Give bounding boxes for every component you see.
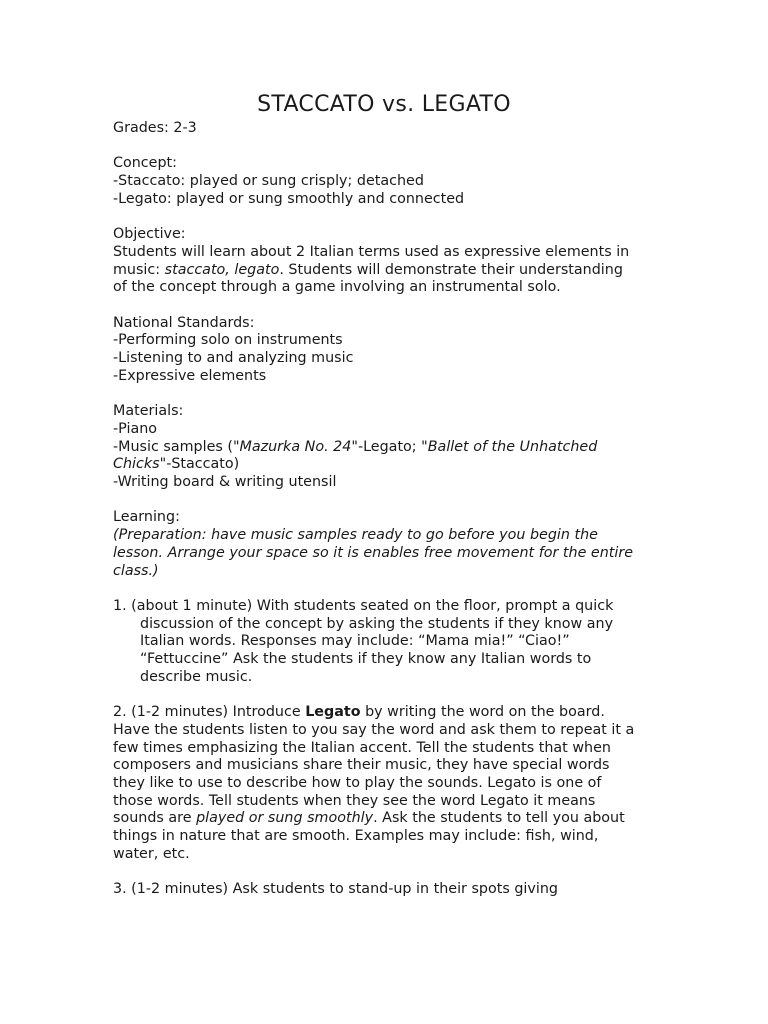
concept-section [113,155,658,208]
step-2-line: things in nature that are smooth. Examples may include: fish, wind, [113,828,599,845]
document-body [113,120,658,899]
step-2-line: few times emphasizing the Italian accent. Tell the students that when [113,739,611,756]
preparation-note: class.) [113,562,159,579]
materials-item: -Music samples ("Mazurka No. 24"-Legato; "Ballet of the Unhatched [113,438,598,455]
step-2-line: composers and musicians share their music, they have special words [113,757,610,774]
standards-item: -Expressive elements [113,367,267,384]
grades-line: Grades: 2-3 [113,120,197,136]
document-title: STACCATO vs. LEGATO [257,92,511,117]
learning-heading: Learning: [113,509,180,526]
objective-line: of the concept through a game involving an instrumental solo. [113,279,561,296]
preparation-note: (Preparation: have music samples ready to go before you begin the [113,527,598,544]
step-2-line: 2. (1-2 minutes) Introduce Legato by writing the word on the board. [113,704,605,721]
materials-item: -Piano [113,420,158,437]
materials-heading: Materials: [113,403,184,420]
objective-heading: Objective: [113,226,186,243]
step-1 [113,598,658,687]
materials-section [113,403,658,492]
materials-item: -Writing board & writing utensil [113,474,337,490]
objective-line: Students will learn about 2 Italian terms used as expressive elements in [113,243,630,260]
step-1-line: discussion of the concept by asking the students if they know any [140,615,614,632]
step-2-line: sounds are played or sung smoothly. Ask the students to tell you about [113,810,625,827]
concept-legato: -Legato: played or sung smoothly and connected [113,190,465,207]
step-2-line: they like to use to describe how to play the sounds. Legato is one of [113,774,602,791]
step-1-line: “Fettuccine” Ask the students if they know any Italian words to [140,651,592,667]
preparation-note: lesson. Arrange your space so it is enables free movement for the entire [113,544,634,561]
step-2-line: water, etc. [113,845,190,862]
objective-line: music: staccato, legato. Students will demonstrate their understanding [113,261,623,278]
step-2-line: those words. Tell students when they see the word Legato it means [113,792,596,809]
standards-item: -Performing solo on instruments [113,332,343,349]
step-3-line: 3. (1-2 minutes) Ask students to stand-up in their spots giving [113,881,558,898]
standards-item: -Listening to and analyzing music [113,350,354,367]
step-1-line: Italian words. Responses may include: “Mama mia!” “Ciao!” [140,633,570,650]
materials-item: Chicks"-Staccato) [113,456,240,473]
step-2-line: Have the students listen to you say the word and ask them to repeat it a [113,721,635,738]
standards-section [113,315,658,386]
learning-section [113,509,658,580]
standards-heading: National Standards: [113,314,255,331]
step-1-line: describe music. [140,668,253,685]
step-1-line: 1. (about 1 minute) With students seated on the floor, prompt a quick [113,597,614,614]
objective-section [113,226,658,297]
step-2 [113,704,658,863]
concept-heading: Concept: [113,155,177,172]
step-3 [113,881,658,899]
concept-staccato: -Staccato: played or sung crisply; detached [113,173,424,190]
